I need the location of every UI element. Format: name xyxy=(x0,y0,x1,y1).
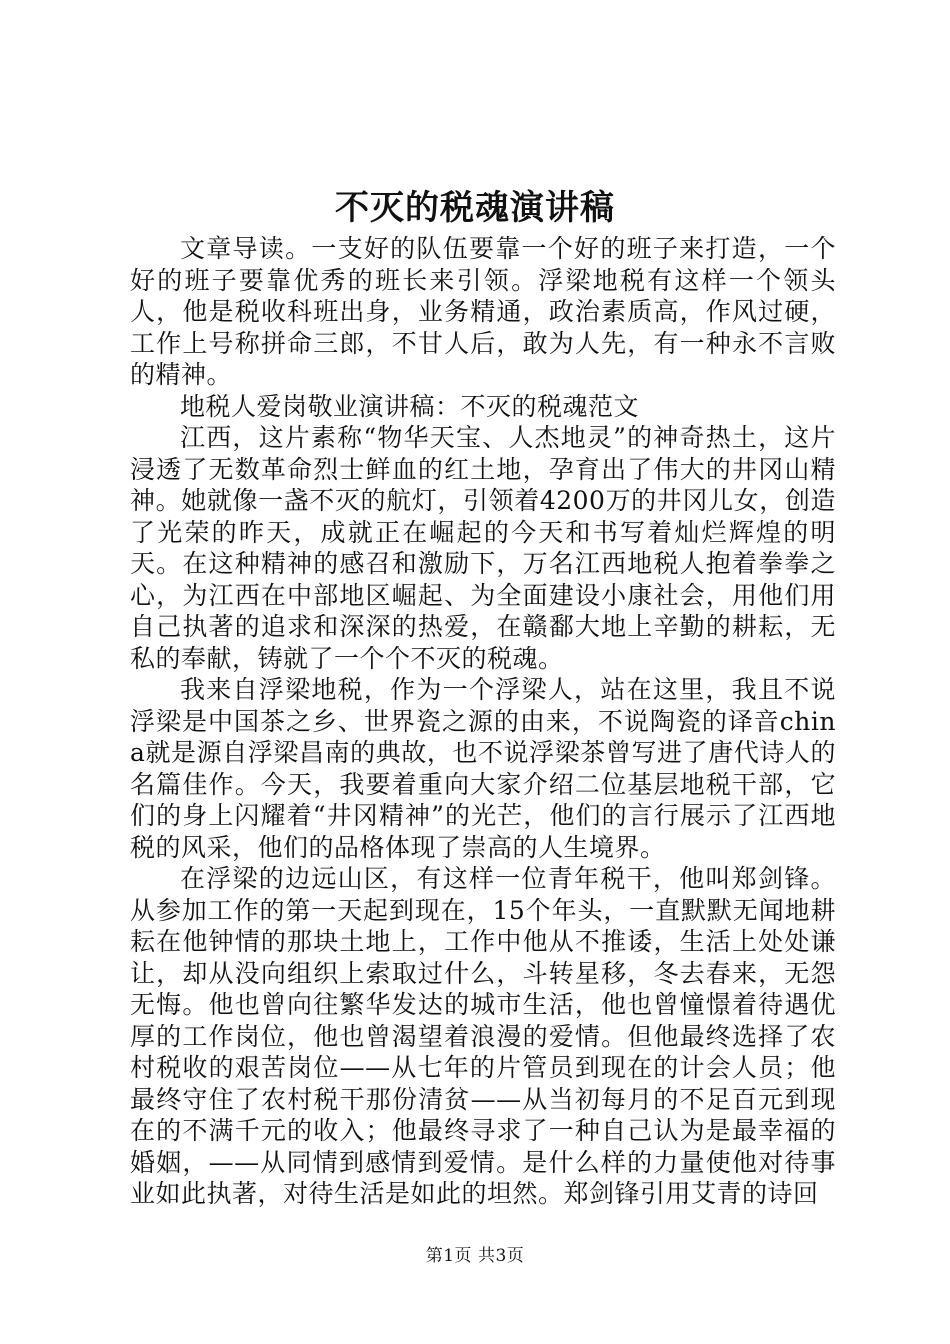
paragraph-zheng-jianfeng: 在浮梁的边远山区，有这样一位青年税干，他叫郑剑锋。从参加工作的第一天起到现在，15个年头，一直默默无闻地耕耘在他钟情的那块土地上，工作中他从不推诿，生活上处处谦让，却从没向组织上索取过什么，斗转星移，冬去春来，无怨无悔。他也曾向往繁华发达的城市生活，他也曾憧憬着待遇优厚的工作岗位，他也曾渴望着浪漫的爱情。但他最终选择了农村税收的艰苦岗位——从七年的片管员到现在的计会人员；他最终守住了农村税干那份清贫——从当初每月的不足百元到现在的不满千元的收入；他最终寻求了一种自己认为是最幸福的婚姻，——从同情到感情到爱情。是什么样的力量使他对待事业如此执著，对待生活是如此的坦然。郑剑锋引用艾青的诗回 xyxy=(130,864,836,1208)
document-title: 不灭的税魂演讲稿 xyxy=(335,188,615,228)
paragraph-jiangxi: 江西，这片素称“物华天宝、人杰地灵”的神奇热土，这片浸透了无数革命烈士鲜血的红土地，孕育出了伟大的井冈山精神。她就像一盏不灭的航灯，引领着4200万的井冈儿女，创造了光荣的昨天，成就正在崛起的今天和书写着灿烂辉煌的明天。在这种精神的感召和激励下，万名江西地税人抱着拳拳之心，为江西在中部地区崛起、为全面建设小康社会，用他们用自己执著的追求和深深的热爱，在赣鄱大地上辛勤的耕耘，无私的奉献，铸就了一个个不灭的税魂。 xyxy=(130,423,836,673)
paragraph-fuliang: 我来自浮梁地税，作为一个浮梁人，站在这里，我且不说浮梁是中国茶之乡、世界瓷之源的由来，不说陶瓷的译音china就是源自浮梁昌南的典故，也不说浮梁茶曾写进了唐代诗人的名篇佳作。今天，我要着重向大家介绍二位基层地税干部，它们的身上闪耀着“井冈精神”的光芒，他们的言行展示了江西地税的风采，他们的品格体现了崇高的人生境界。 xyxy=(130,675,836,862)
paragraph-intro: 文章导读。一支好的队伍要靠一个好的班子来打造，一个好的班子要靠优秀的班长来引领。浮梁地税有这样一个领头人，他是税收科班出身，业务精通，政治素质高，作风过硬，工作上号称拼命三郎，不甘人后，敢为人先，有一种永不言败的精神。 xyxy=(130,234,836,389)
page-number-footer: 第1页 共3页 xyxy=(425,1246,525,1266)
document-body xyxy=(130,233,836,1210)
paragraph-subtitle: 地税人爱岗敬业演讲稿：不灭的税魂范文 xyxy=(180,391,640,421)
